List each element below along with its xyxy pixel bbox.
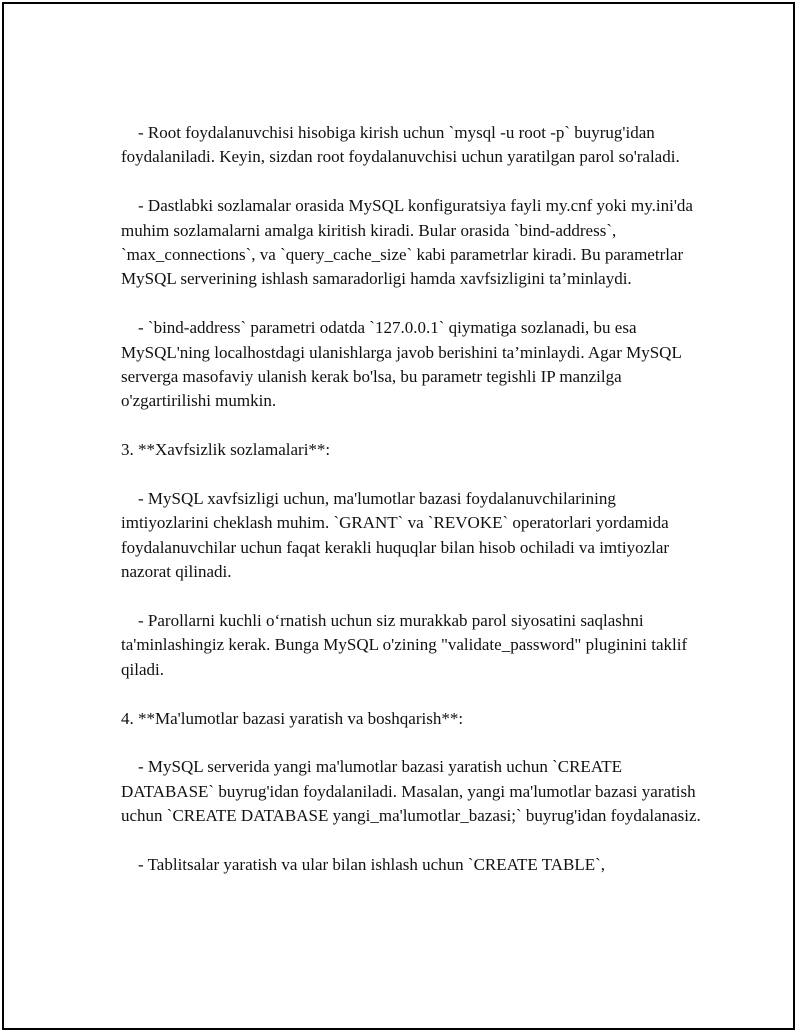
section-heading-security: 3. **Xavfsizlik sozlamalari**: (121, 440, 331, 460)
paragraph-password-policy: - Parollarni kuchli o‘rnatish uchun siz murakkab parol siyosatini saqlashni ta'minlashingiz kerak. Bunga MySQL o'zining "validate_password" pluginini taklif qiladi. (121, 611, 692, 679)
document-body (121, 121, 701, 902)
paragraph-initial-settings: - Dastlabki sozlamalar orasida MySQL konfiguratsiya fayli my.cnf yoki my.ini'da muhim sozlamalarni amalga kiritish kiradi. Bular orasida `bind-address`, `max_connections`, va `query_cache_size` kabi parametrlar kiradi. Bu parametrlar MySQL serverining ishlash samaradorligi hamda xavfsizligini ta’minlaydi. (121, 196, 698, 289)
paragraph-root-login: - Root foydalanuvchisi hisobiga kirish uchun `mysql -u root -p` buyrug'idan foydalaniladi. Keyin, sizdan root foydalanuvchisi uchun yaratilgan parol so'raladi. (121, 123, 680, 167)
paragraph-user-privileges: - MySQL xavfsizligi uchun, ma'lumotlar bazasi foydalanuvchilarining imtiyozlarini cheklash muhim. `GRANT` va `REVOKE` operatorlari yordamida foydalanuvchilar uchun faqat kerakli huquqlar bilan hisob ochiladi va imtiyozlar nazorat qilinadi. (121, 489, 674, 582)
paragraph-create-table: - Tablitsalar yaratish va ular bilan ishlash uchun `CREATE TABLE`, (121, 855, 606, 875)
paragraph-bind-address: - `bind-address` parametri odatda `127.0.0.1` qiymatiga sozlanadi, bu esa MySQL'ning localhostdagi ulanishlarga javob berishini ta’minlaydi. Agar MySQL serverga masofaviy ulanish kerak bo'lsa, bu parametr tegishli IP manzilga o'zgartirilishi mumkin. (121, 318, 686, 411)
section-heading-database-management: 4. **Ma'lumotlar bazasi yaratish va boshqarish**: (121, 708, 464, 728)
page-frame (2, 2, 795, 1030)
paragraph-create-database: - MySQL serverida yangi ma'lumotlar bazasi yaratish uchun `CREATE DATABASE` buyrug'idan foydalaniladi. Masalan, yangi ma'lumotlar bazasi yaratish uchun `CREATE DATABASE yangi_ma'lumotlar_bazasi;` buyrug'idan foydalanasiz. (121, 757, 701, 826)
